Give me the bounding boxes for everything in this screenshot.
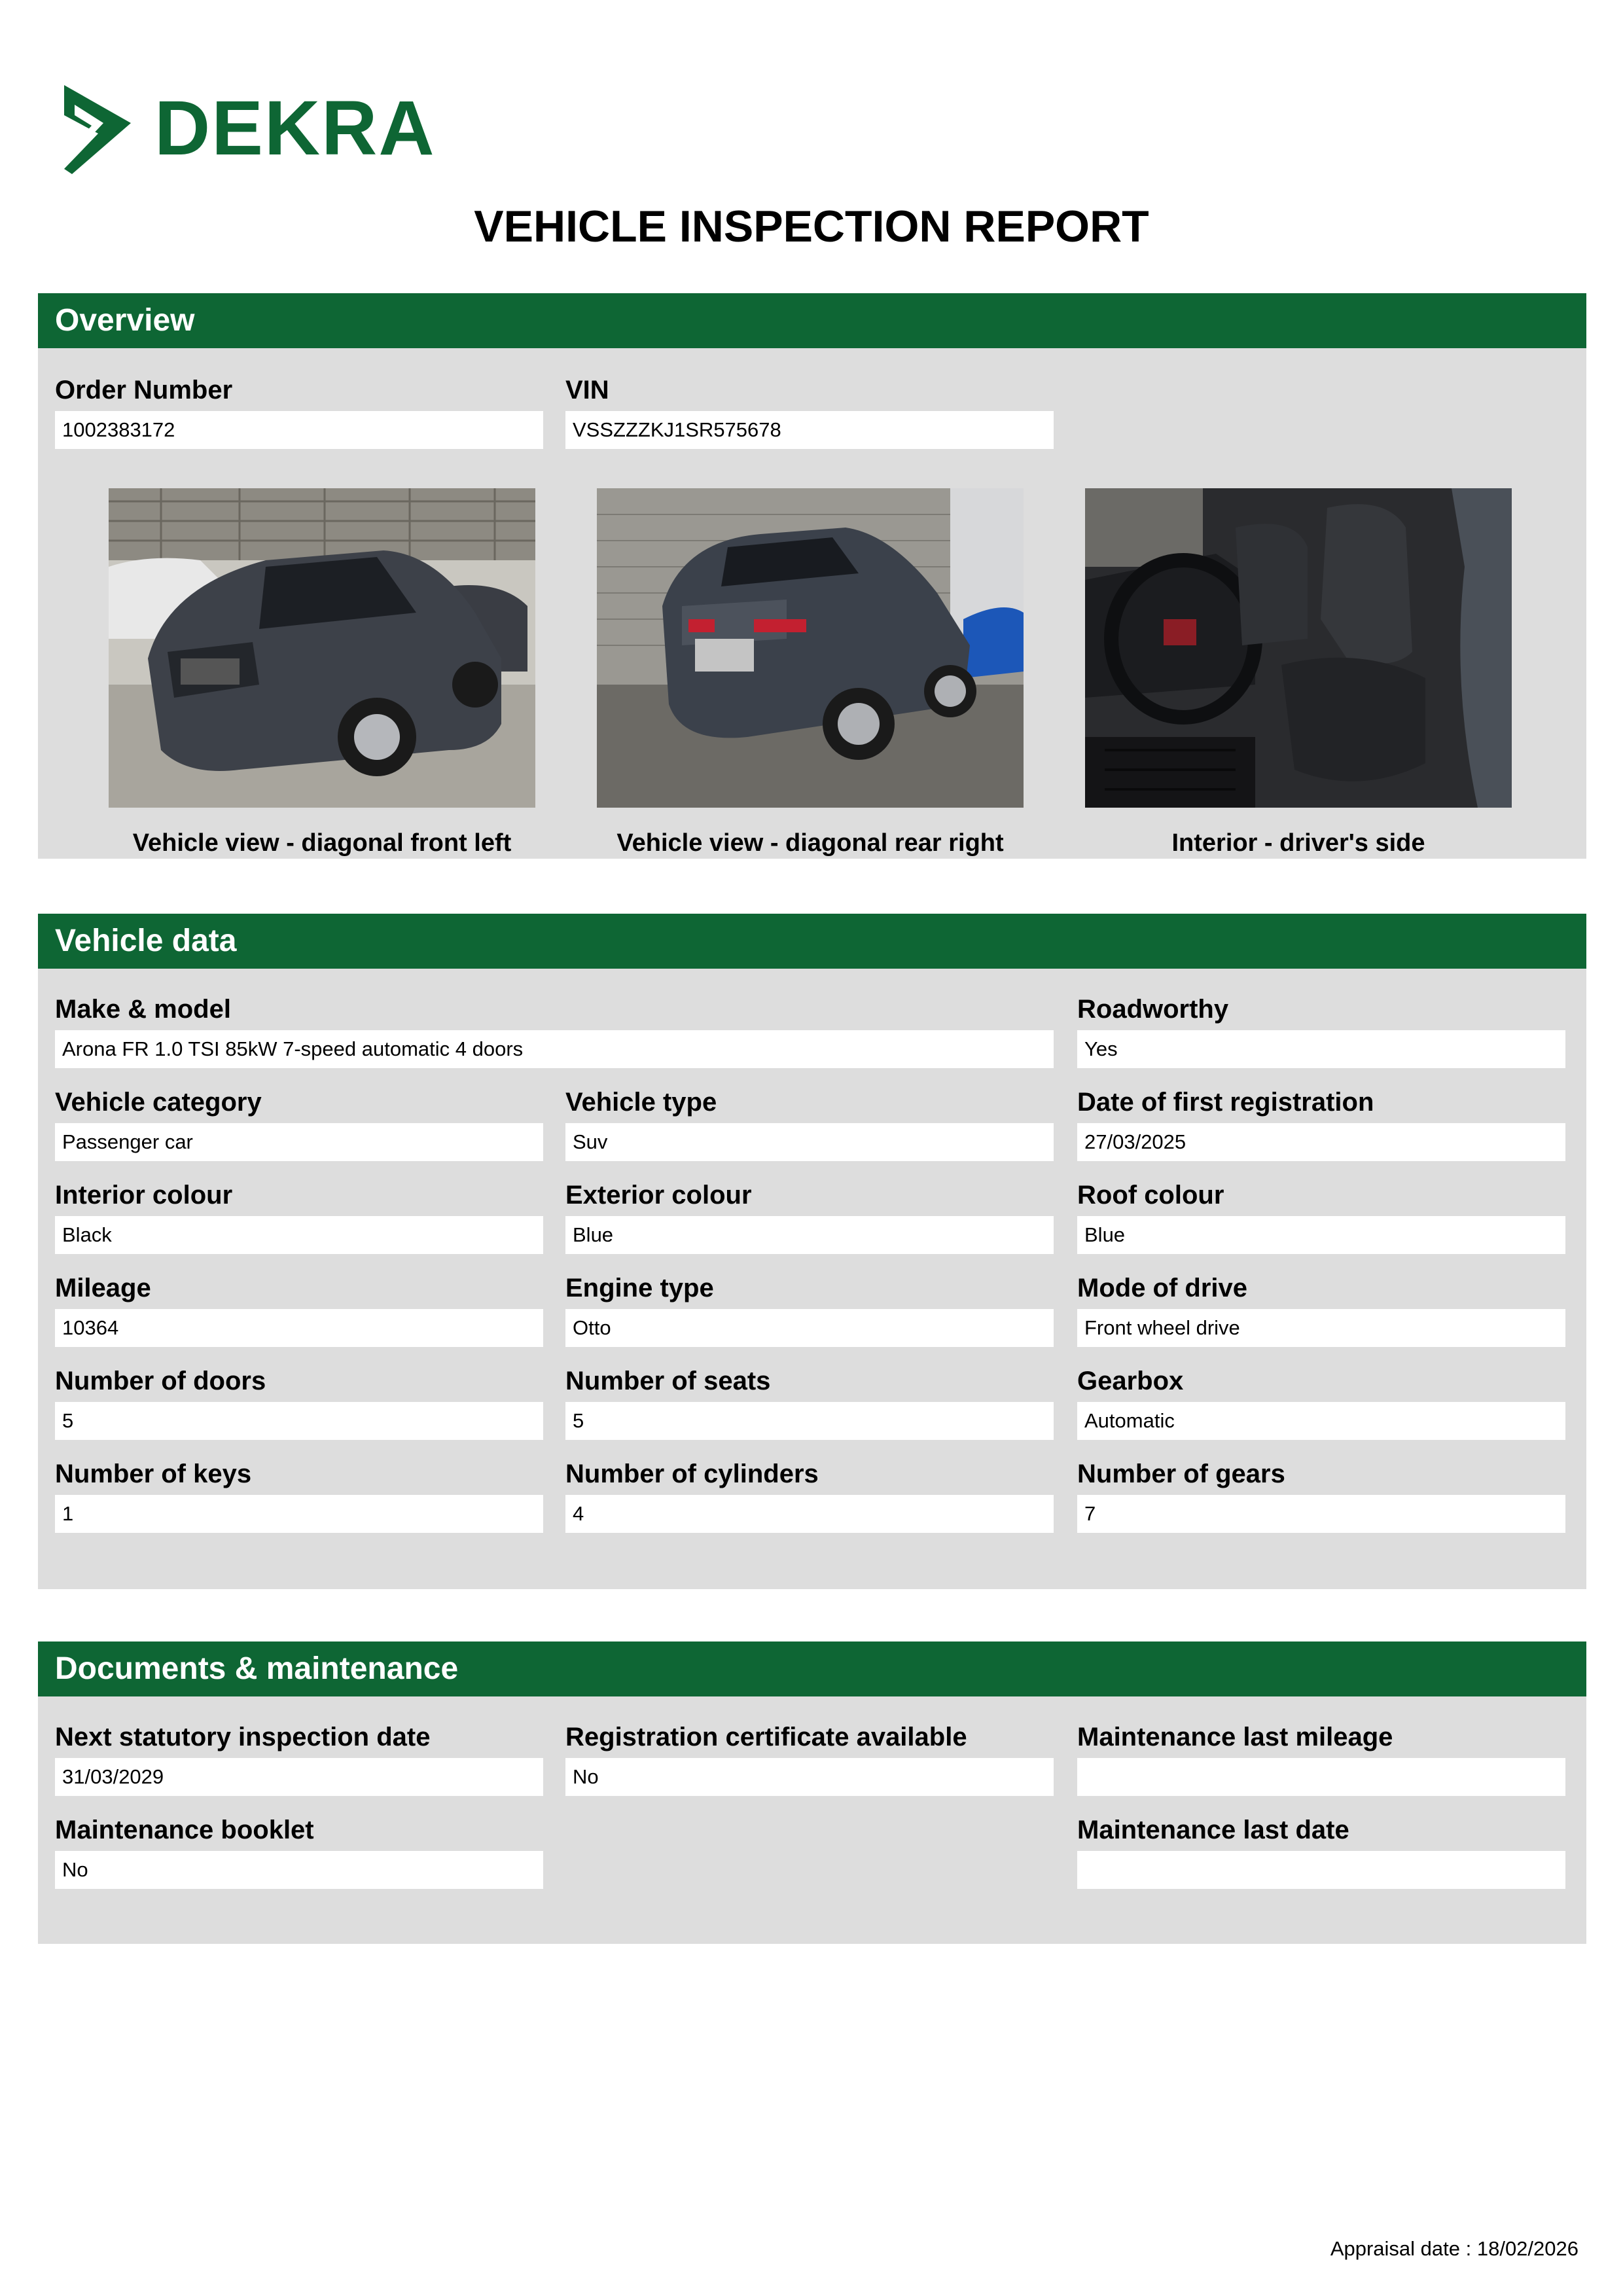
overview-section [38,293,1586,859]
mode-of-drive-field [1077,1272,1565,1347]
vehicle-type-value: Suv [565,1123,1054,1161]
first-registration-value: 27/03/2025 [1077,1123,1565,1161]
field-label: Make & model [55,995,231,1024]
maintenance-last-mileage-field [1077,1721,1565,1796]
engine-type-field [565,1272,1054,1347]
order-number-field [55,374,543,449]
mileage-value: 10364 [55,1309,543,1347]
exterior-colour-field [565,1179,1054,1254]
field-label: Maintenance last mileage [1077,1723,1393,1751]
field-label: Date of first registration [1077,1088,1374,1117]
roadworthy-value: Yes [1077,1030,1565,1068]
field-label: Next statutory inspection date [55,1723,431,1751]
appraisal-date-label: Appraisal date : [1330,2237,1477,2260]
mileage-field [55,1272,543,1347]
number-of-cylinders-value: 4 [565,1495,1054,1533]
roadworthy-field [1077,994,1565,1068]
roof-colour-field [1077,1179,1565,1254]
field-label: Vehicle category [55,1088,262,1117]
number-of-keys-value: 1 [55,1495,543,1533]
field-label: Interior colour [55,1181,233,1210]
number-of-seats-value: 5 [565,1402,1054,1440]
make-model-field [55,994,1054,1068]
next-inspection-field [55,1721,543,1796]
maintenance-last-mileage-value [1077,1758,1565,1796]
vehicle-category-value: Passenger car [55,1123,543,1161]
logo-wordmark: DEKRA [154,85,436,171]
photo-caption: Interior - driver's side [1171,829,1425,857]
field-label: Number of gears [1077,1460,1285,1488]
exterior-colour-value: Blue [565,1216,1054,1254]
make-model-value: Arona FR 1.0 TSI 85kW 7-speed automatic 4 doors [55,1030,1054,1068]
dekra-logo-icon [58,82,131,174]
section-header: Documents & maintenance [38,1641,1586,1696]
order-number-value: 1002383172 [55,411,543,449]
field-label: Roof colour [1077,1181,1224,1210]
field-label: Gearbox [1077,1367,1184,1395]
vehicle-photo-front-left[interactable] [109,488,535,808]
field-label: Number of cylinders [565,1460,819,1488]
number-of-seats-field [565,1365,1054,1440]
field-label: Number of doors [55,1367,266,1395]
documents-maintenance-section [38,1641,1586,1944]
roof-colour-value: Blue [1077,1216,1565,1254]
field-label: Exterior colour [565,1181,752,1210]
dekra-logo [58,82,436,174]
mode-of-drive-value: Front wheel drive [1077,1309,1565,1347]
interior-colour-value: Black [55,1216,543,1254]
number-of-cylinders-field [565,1458,1054,1533]
photo-caption: Vehicle view - diagonal front left [132,829,512,857]
appraisal-date [1330,2236,1578,2262]
gearbox-field [1077,1365,1565,1440]
photo-caption: Vehicle view - diagonal rear right [616,829,1004,857]
field-label: Mode of drive [1077,1274,1248,1302]
field-label: Maintenance booklet [55,1816,314,1844]
number-of-doors-value: 5 [55,1402,543,1440]
field-label: Vehicle type [565,1088,717,1117]
registration-certificate-value: No [565,1758,1054,1796]
field-label: Number of seats [565,1367,771,1395]
page-title: VEHICLE INSPECTION REPORT [474,202,1149,251]
maintenance-last-date-value [1077,1851,1565,1889]
vin-value: VSSZZZKJ1SR575678 [565,411,1054,449]
registration-certificate-field [565,1721,1054,1796]
gearbox-value: Automatic [1077,1402,1565,1440]
vehicle-photo-rear-right[interactable] [597,488,1024,808]
appraisal-date-value: 18/02/2026 [1476,2237,1578,2260]
number-of-keys-field [55,1458,543,1533]
section-header: Vehicle data [38,914,1586,969]
vehicle-photo-interior[interactable] [1085,488,1512,808]
maintenance-last-date-field [1077,1814,1565,1889]
field-label: Order Number [55,376,233,404]
interior-colour-field [55,1179,543,1254]
field-label: Engine type [565,1274,714,1302]
field-label: VIN [565,376,609,404]
number-of-doors-field [55,1365,543,1440]
vehicle-category-field [55,1086,543,1161]
engine-type-value: Otto [565,1309,1054,1347]
number-of-gears-value: 7 [1077,1495,1565,1533]
field-label: Maintenance last date [1077,1816,1349,1844]
next-inspection-value: 31/03/2029 [55,1758,543,1796]
maintenance-booklet-value: No [55,1851,543,1889]
field-label: Number of keys [55,1460,252,1488]
field-label: Registration certificate available [565,1723,967,1751]
field-label: Roadworthy [1077,995,1229,1024]
section-header: Overview [38,293,1586,348]
field-label: Mileage [55,1274,151,1302]
first-registration-field [1077,1086,1565,1161]
vehicle-type-field [565,1086,1054,1161]
maintenance-booklet-field [55,1814,543,1889]
vehicle-data-section [38,914,1586,1589]
number-of-gears-field [1077,1458,1565,1533]
vin-field [565,374,1054,449]
